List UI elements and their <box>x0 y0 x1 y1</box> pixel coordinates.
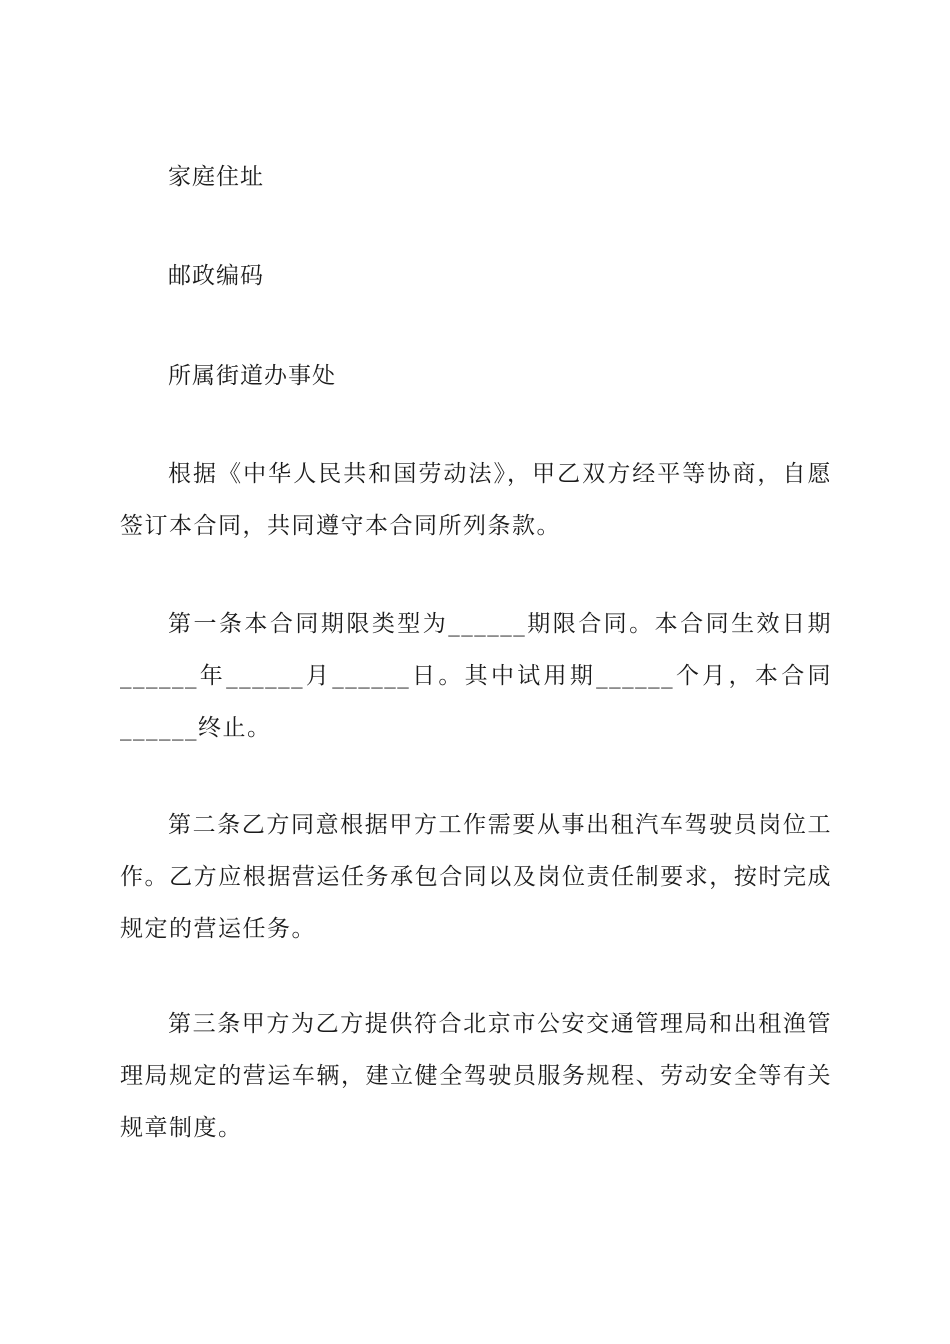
home-address-label: 家庭住址 <box>168 164 264 190</box>
article-3-paragraph: 第三条甲方为乙方提供符合北京市公安交通管理局和出租渔管理局规定的营运车辆，建立健全驾驶员服务规程、劳动安全等有关规章制度。 <box>120 1011 832 1141</box>
postal-code-label: 邮政编码 <box>168 263 264 289</box>
article-1-paragraph: 第一条本合同期限类型为______期限合同。本合同生效日期______年______月______日。其中试用期______个月，本合同______终止。 <box>120 611 832 741</box>
intro-paragraph: 根据《中华人民共和国劳动法》，甲乙双方经平等协商，自愿签订本合同，共同遵守本合同所列条款。 <box>120 461 832 539</box>
article-2-paragraph: 第二条乙方同意根据甲方工作需要从事出租汽车驾驶员岗位工作。乙方应根据营运任务承包合同以及岗位责任制要求，按时完成规定的营运任务。 <box>120 812 832 942</box>
subdistrict-office-label: 所属街道办事处 <box>168 363 336 389</box>
